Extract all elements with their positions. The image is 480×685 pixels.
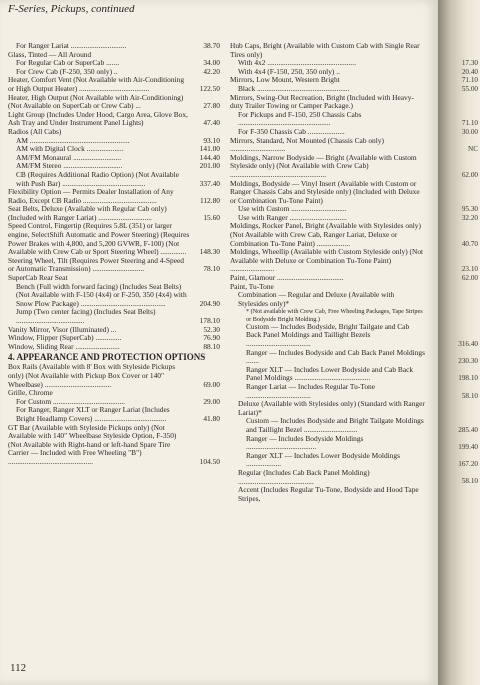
option-price: 112.80 <box>199 195 220 205</box>
option-description: Use with Ranger ............................... <box>238 212 347 222</box>
option-entry <box>8 94 220 111</box>
option-description: AM/FM Monaural .......................... <box>16 152 122 162</box>
option-price: 69.00 <box>203 379 220 389</box>
option-entry <box>8 171 220 188</box>
page-number: 112 <box>10 662 27 674</box>
option-description: For Pickups and F-150, 250 Chassis Cabs .................................................. <box>238 109 362 128</box>
option-description: Use with Custom .............................. <box>238 204 347 214</box>
option-description: Mirrors, Standard, Not Mounted (Chassis Cab only) .............................. <box>230 135 384 154</box>
option-description: Bench (Full width forward facing) (Includes Seat Belts) (Not Available with F-150 (4x4) or F-250, 350 (4x4) with Snow Plow Package) .............................................. <box>16 281 187 308</box>
option-entry <box>230 291 430 308</box>
option-description: For Ranger, Ranger XLT or Ranger Lariat (Includes Bright Headlamp Covers) ....................................... <box>16 405 170 423</box>
option-entry <box>230 137 430 154</box>
option-price: 78.10 <box>203 264 220 274</box>
option-price: 42.20 <box>203 66 220 76</box>
option-entry <box>8 343 220 352</box>
option-description: Grille, Chrome <box>8 388 53 398</box>
option-description: Mirrors, Low Mount, Western Bright <box>230 75 340 85</box>
option-price: 104.50 <box>199 456 220 466</box>
option-price: 337.40 <box>199 178 220 188</box>
option-description: With 4x2 ................................................ <box>238 58 356 68</box>
section-heading: 4. APPEARANCE AND PROTECTION OPTIONS <box>8 352 206 363</box>
option-description: Heater, Comfort Vent (Not Available with Air-Conditioning or High Output Heater) ...................................... <box>8 75 185 93</box>
option-entry <box>230 222 430 248</box>
option-description: Accent (Includes Regular Tu-Tone, Bodyside and Hood Tape Stripes, <box>238 485 419 503</box>
option-price: 148.30 <box>199 247 220 257</box>
option-entry <box>8 283 220 309</box>
option-price: 95.30 <box>461 205 478 214</box>
option-description: Moldings, Narrow Bodyside — Bright (Available with Custom Styleside only) (Not Available with Crew Cab) .................................................... <box>230 152 417 179</box>
option-entry <box>8 257 220 274</box>
option-description: With 4x4 (F-150, 250, 350 only) .. <box>238 66 340 76</box>
option-price: 58.10 <box>461 391 478 400</box>
option-price: 144.40 <box>199 152 220 162</box>
option-price: 55.00 <box>461 84 478 93</box>
option-price: 38.70 <box>203 41 220 50</box>
option-entry <box>230 42 430 59</box>
option-price: 141.00 <box>199 144 220 154</box>
option-price: 285.40 <box>458 425 478 434</box>
option-entry <box>230 180 430 206</box>
footnote <box>230 308 430 322</box>
option-price: 167.20 <box>458 460 478 469</box>
option-entry <box>230 94 430 111</box>
option-price: 230.30 <box>458 357 478 366</box>
option-price: NC <box>468 145 478 154</box>
option-price: 20.40 <box>461 67 478 76</box>
option-description: Seat Belts, Deluxe (Available with Regular Cab only) (Included with Ranger Lariat) ............................. <box>8 204 167 222</box>
right-column <box>230 42 430 503</box>
option-entry <box>8 188 220 205</box>
option-description: Paint, Glamour .................................... <box>230 273 344 283</box>
option-entry <box>8 222 220 256</box>
option-description: Window, Sliding Rear ........................ <box>8 341 120 351</box>
option-entry <box>230 248 430 274</box>
option-description: For Regular Cab or SuperCab ....... <box>16 58 120 68</box>
option-price: 58.10 <box>461 477 478 486</box>
option-entry <box>8 424 220 467</box>
option-description: * (Not available with Crew Cab, Free Wheeling Packages, Tape Stripes or Bodyside Bright Molding.) <box>246 308 423 323</box>
option-price: 29.00 <box>203 396 220 406</box>
option-entry <box>8 308 220 325</box>
option-entry <box>8 406 220 423</box>
option-description: Custom — Includes Bodyside, Bright Tailgate and Cab Back Panel Moldings and Taillight Bezels ................................... <box>246 321 410 348</box>
option-entry <box>230 111 430 128</box>
option-price: 71.10 <box>461 119 478 128</box>
option-price: 122.50 <box>199 83 220 93</box>
option-description: Vanity Mirror, Visor (Illuminated) ... <box>8 324 117 334</box>
option-description: Custom — Includes Bodyside and Bright Tailgate Moldings and Taillight Bezel ............................. <box>246 416 424 434</box>
option-entry <box>230 417 430 434</box>
option-price: 27.80 <box>203 101 220 111</box>
option-description: Steering Wheel, Tilt (Requires Power Steering and 4-Speed or Automatic Transmission) ............................ <box>8 255 184 274</box>
option-price: 32.20 <box>461 213 478 222</box>
option-price: 204.90 <box>199 298 220 308</box>
option-description: AM ...................................................... <box>16 135 130 145</box>
option-price: 178.10 <box>199 316 220 325</box>
option-description: For Ranger Lariat .............................. <box>16 41 127 50</box>
option-description: Box Rails (Available with 8' Box with Styleside Pickups only) (Not Available with Pickup Box Cover or 140" Wheelbase) .................................... <box>8 362 176 389</box>
option-description: Ranger XLT — Includes Lower Bodyside Moldings ................... <box>246 450 400 469</box>
option-price: 17.30 <box>461 59 478 68</box>
option-entry <box>230 323 430 349</box>
option-price: 76.90 <box>203 333 220 343</box>
option-description: GT Bar (Available with Styleside Pickups only) (Not Available with 140" Wheelbase Styleside Option, F-350) (Not Available with Right-hand or left-hand Spare Tire Carrier — Included with Free Wheeling "B") .............................................. <box>8 422 177 466</box>
option-entry <box>230 452 430 469</box>
option-description: CB (Requires Additional Radio Option) (Not Available with Push Bar) ............................................. <box>16 169 179 188</box>
option-description: AM/FM Stereo ................................ <box>16 161 123 171</box>
running-head: F-Series, Pickups, continued <box>8 3 135 15</box>
option-description: Ranger — Includes Bodyside Moldings ...................................... <box>246 433 364 452</box>
option-entry <box>230 435 430 452</box>
option-price: 40.70 <box>461 239 478 248</box>
option-description: Deluxe (Available with Stylesides only) (Standard with Ranger Lariat)* <box>238 399 425 417</box>
option-entry <box>230 486 430 503</box>
option-description: Glass, Tinted — All Around <box>8 49 92 59</box>
option-entry <box>230 154 430 180</box>
option-price: 199.40 <box>458 443 478 452</box>
option-description: Ranger Lariat — Includes Regular Tu-Tone ................................... <box>246 381 375 400</box>
option-price: 71.10 <box>461 76 478 85</box>
option-description: Moldings, Rocker Panel, Bright (Available with Stylesides only) (Not Available with Crew Cab, Ranger Lariat, Deluxe or Combination Tu-Tone Paint) .................. <box>230 221 421 248</box>
option-price: 201.00 <box>199 161 220 171</box>
option-description: SuperCab Rear Seat <box>8 273 68 283</box>
option-description: Heater, High Output (Not Available with Air-Conditioning) (Not Available on SuperCab or Crew Cab) ... <box>8 92 184 111</box>
option-price: 30.00 <box>461 127 478 136</box>
option-description: Ranger XLT — Includes Lower Bodyside and Cab Back Panel Moldings ......................................... <box>246 364 414 383</box>
left-column <box>8 42 220 467</box>
option-description: AM with Digital Clock .................... <box>16 144 124 154</box>
option-description: For Custom ....................................... <box>16 396 126 406</box>
option-price: 316.40 <box>458 339 478 348</box>
option-description: Hub Caps, Bright (Available with Custom Cab with Single Rear Tires only) <box>230 41 420 59</box>
option-entry <box>8 205 220 222</box>
option-description: Mirrors, Swing-Out Recreation, Bright (Included with Heavy-duty Trailer Towing or Camper Package.) <box>230 92 414 111</box>
option-price: 52.30 <box>203 324 220 334</box>
option-entry <box>8 363 220 389</box>
option-description: Light Group (Includes Under Hood, Cargo Area, Glove Box, Ash Tray and Under Instrument Panel Lights) <box>8 109 188 128</box>
option-price: 93.10 <box>203 135 220 145</box>
option-price: 15.60 <box>203 212 220 222</box>
option-description: For F-350 Chassis Cab .................... <box>238 126 345 136</box>
option-description: Regular (Includes Cab Back Panel Molding) ......................................... <box>238 467 370 486</box>
option-price: 88.10 <box>203 341 220 351</box>
option-description: Combination — Regular and Deluxe (Available with Stylesides only)* <box>238 290 395 308</box>
option-entry <box>8 111 220 128</box>
option-description: Black .................................................. <box>238 83 350 93</box>
option-description: Moldings, Bodyside — Vinyl Insert (Available with Custom or Ranger Chassis Cabs and Styleside only) (Included with Deluxe or Combination Tu-Tone Paint) <box>230 178 420 205</box>
option-entry <box>230 400 430 417</box>
option-price: 47.40 <box>203 118 220 128</box>
option-description: Moldings, Wheellip (Available with Custom Styleside only) (Not Available with Deluxe or Combination Tu-Tone Paint) ........................ <box>230 247 424 274</box>
option-entry <box>230 349 430 366</box>
option-price: 62.00 <box>461 274 478 283</box>
option-entry <box>8 76 220 93</box>
option-description: Paint, Tu-Tone <box>230 281 274 291</box>
option-description: Speed Control, Fingertip (Requires 5.8L (351) or larger engine, SelectShift Automatic and Power Steering) (Requires Power Brakes with 4,800, and 5,200 GVWR, F-100) (Not Available with Crew Cab or Sport Steering Wheel) .............. <box>8 221 190 257</box>
option-entry <box>230 366 430 383</box>
option-price: 23.10 <box>461 265 478 274</box>
option-description: Flexibility Option — Permits Dealer Installation of Any Radio, Except CB Radio ........................................ <box>8 187 174 205</box>
option-price: 62.00 <box>461 170 478 179</box>
option-description: For Crew Cab (F-250, 350 only) .. <box>16 66 118 76</box>
option-price: 41.80 <box>203 413 220 423</box>
option-description: Window, Flipper (SuperCab) .............. <box>8 333 122 343</box>
option-price: 198.10 <box>458 374 478 383</box>
option-description: Radios (All Cabs) <box>8 126 62 136</box>
option-entry <box>230 469 430 486</box>
option-description: Ranger — Includes Bodyside and Cab Back Panel Moldings ....... <box>246 347 425 366</box>
option-entry <box>230 383 430 400</box>
option-price: 34.00 <box>203 58 220 68</box>
option-description: Jump (Two center facing) (Includes Seat Belts) ..................................... <box>16 307 156 325</box>
